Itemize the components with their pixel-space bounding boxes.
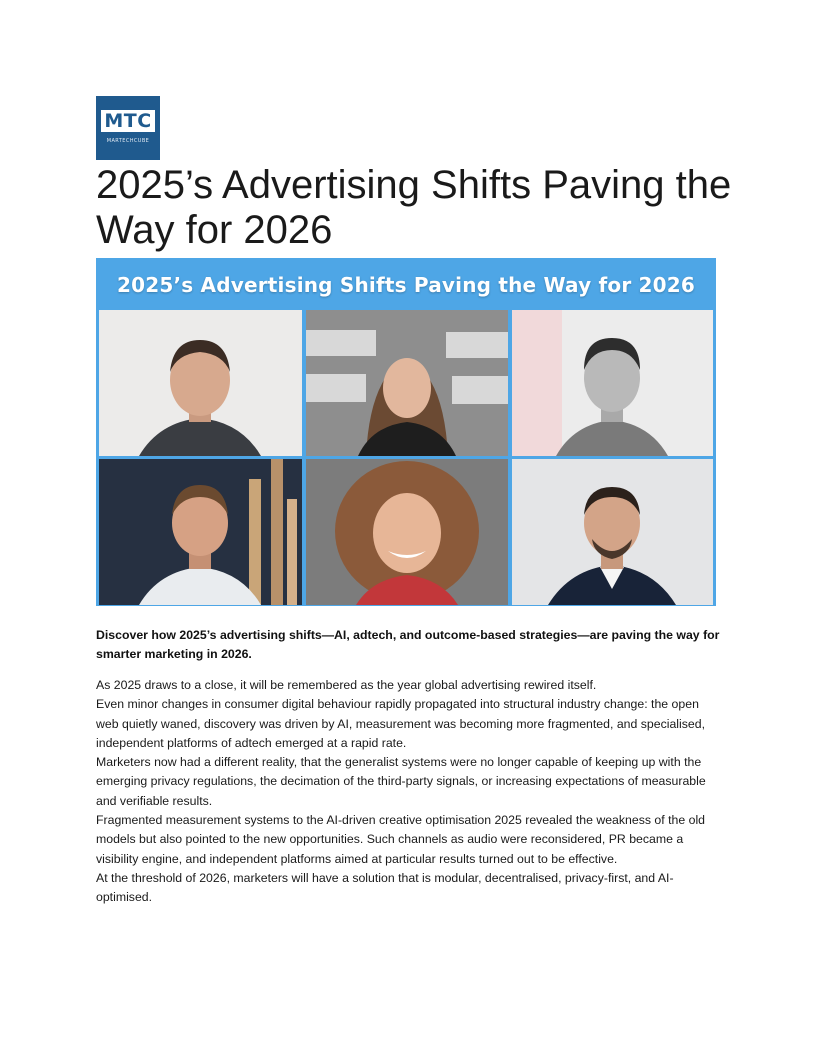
logo-tagline: MARTECHCUBE xyxy=(106,138,150,144)
article-body xyxy=(96,676,720,908)
logo xyxy=(96,96,160,160)
body-paragraph: At the threshold of 2026, marketers will have a solution that is modular, decentralised, privacy-first, and AI-optimised. xyxy=(96,870,674,905)
body-paragraph: Marketers now had a different reality, that the generalist systems were no longer capable of keeping up with the emerging privacy regulations, the decimation of the third-party signals, or increasing expectations of measurable and verifiable results. xyxy=(96,755,706,808)
portrait-6 xyxy=(512,459,713,605)
portrait-4 xyxy=(99,459,302,605)
portrait-2 xyxy=(306,310,508,456)
logo-mark: MTC xyxy=(101,110,154,132)
body-paragraph: As 2025 draws to a close, it will be remembered as the year global advertising rewired itself. xyxy=(96,678,597,692)
article-hero-image xyxy=(96,258,716,606)
article-title: 2025’s Advertising Shifts Paving the Way for 2026 xyxy=(96,163,732,252)
article-lead: Discover how 2025’s advertising shifts—AI, adtech, and outcome-based strategies—are paving the way for smarter marketing in 2026. xyxy=(96,628,720,661)
portrait-3 xyxy=(512,310,713,456)
body-paragraph: Even minor changes in consumer digital behaviour rapidly propagated into structural industry change: the open web quietly waned, discovery was driven by AI, measurement was becoming more fragmented, and specialised, independent platforms of adtech emerged at a rapid rate. xyxy=(96,697,706,750)
portrait-5 xyxy=(306,459,508,605)
body-paragraph: Fragmented measurement systems to the AI-driven creative optimisation 2025 revealed the weakness of the old models but also pointed to the new opportunities. Such channels as audio were reconsidered, PR became a visibility engine, and independent platforms aimed at particular results turned out to be effective. xyxy=(96,813,706,866)
hero-image-title: 2025’s Advertising Shifts Paving the Way for 2026 xyxy=(116,273,696,297)
portrait-1 xyxy=(99,310,302,456)
